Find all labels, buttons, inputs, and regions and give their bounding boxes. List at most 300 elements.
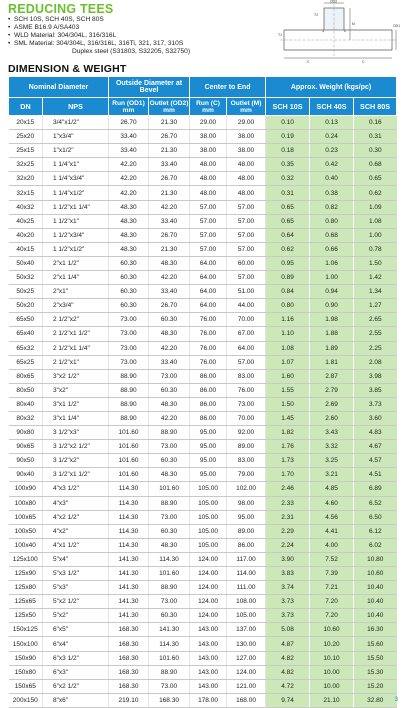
outlet-od-cell: 48.30	[149, 538, 190, 552]
sch-40s-cell: 0.38	[310, 186, 354, 200]
header-center-to-end: Center to End	[190, 77, 266, 98]
run-od-cell: 73.00	[109, 355, 149, 369]
outlet-m-cell: 44.00	[227, 299, 266, 313]
sch-10s-cell: 1.50	[266, 397, 310, 411]
run-c-cell: 143.00	[190, 651, 227, 665]
run-c-cell: 48.00	[190, 158, 227, 172]
outlet-od-cell: 60.30	[149, 609, 190, 623]
table-row	[9, 242, 397, 256]
sch-10s-cell: 1.45	[266, 411, 310, 425]
dn-cell: 65x25	[9, 355, 43, 369]
dn-cell: 150x100	[9, 637, 43, 651]
run-od-cell: 141.30	[109, 552, 149, 566]
outlet-od-cell: 88.90	[149, 426, 190, 440]
outlet-od-cell: 73.00	[149, 369, 190, 383]
sch-40s-cell: 7.39	[310, 567, 354, 581]
nps-cell: 3 1/2"x2"	[43, 454, 109, 468]
nps-cell: 4"x3 1/2"	[43, 482, 109, 496]
run-c-cell: 64.00	[190, 299, 227, 313]
run-c-cell: 105.00	[190, 524, 227, 538]
run-od-cell: 33.40	[109, 130, 149, 144]
sch-40s-cell: 0.80	[310, 214, 354, 228]
sch-80s-cell: 0.16	[354, 116, 397, 130]
outlet-od-cell: 60.30	[149, 454, 190, 468]
table-row	[9, 144, 397, 158]
nps-cell: 4"x3"	[43, 496, 109, 510]
sch-40s-cell: 10.20	[310, 637, 354, 651]
header-outlet-od2: Outlet (OD2) mm	[149, 99, 189, 114]
dn-cell: 80x65	[9, 369, 43, 383]
outlet-m-cell: 108.00	[227, 595, 266, 609]
nps-cell: 1 1/2"x3/4"	[43, 228, 109, 242]
nps-cell: 6"x4"	[43, 637, 109, 651]
sch-40s-cell: 4.60	[310, 496, 354, 510]
outlet-m-cell: 95.00	[227, 510, 266, 524]
run-c-cell: 64.00	[190, 271, 227, 285]
outlet-m-cell: 29.00	[227, 116, 266, 130]
nps-cell: 5"x4"	[43, 552, 109, 566]
outlet-od-cell: 73.00	[149, 679, 190, 693]
outlet-m-cell: 168.00	[227, 693, 266, 707]
table-row	[9, 468, 397, 482]
sch-10s-cell: 2.29	[266, 524, 310, 538]
outlet-od-cell: 101.60	[149, 482, 190, 496]
dn-cell: 40x20	[9, 228, 43, 242]
sch-80s-cell: 6.89	[354, 482, 397, 496]
run-c-cell: 95.00	[190, 426, 227, 440]
sch-10s-cell: 2.33	[266, 496, 310, 510]
run-c-cell: 124.00	[190, 552, 227, 566]
run-od-cell: 219.10	[109, 693, 149, 707]
outlet-od-cell: 26.70	[149, 172, 190, 186]
sch-10s-cell: 3.73	[266, 609, 310, 623]
sch-40s-cell: 0.40	[310, 172, 354, 186]
outlet-od-cell: 33.40	[149, 355, 190, 369]
outlet-od-cell: 48.30	[149, 468, 190, 482]
nps-cell: 1 1/2"x1"	[43, 214, 109, 228]
sch-40s-cell: 1.81	[310, 355, 354, 369]
dn-cell: 100x50	[9, 524, 43, 538]
dn-cell: 90x40	[9, 468, 43, 482]
sch-10s-cell: 3.83	[266, 567, 310, 581]
sch-40s-cell: 2.60	[310, 411, 354, 425]
sch-40s-cell: 1.98	[310, 313, 354, 327]
header-run-od1: Run (OD1) mm	[109, 98, 149, 116]
dn-cell: 32x15	[9, 186, 43, 200]
sch-10s-cell: 4.72	[266, 679, 310, 693]
sch-80s-cell: 4.83	[354, 426, 397, 440]
dn-cell: 150x80	[9, 665, 43, 679]
nps-cell: 2 1/2"x1"	[43, 355, 109, 369]
run-od-cell: 114.30	[109, 538, 149, 552]
run-od-cell: 114.30	[109, 482, 149, 496]
outlet-od-cell: 42.20	[149, 411, 190, 425]
outlet-m-cell: 83.00	[227, 454, 266, 468]
diagram-c-label-right: C	[362, 60, 365, 64]
sch-80s-cell: 15.60	[354, 637, 397, 651]
run-c-cell: 105.00	[190, 510, 227, 524]
outlet-m-cell: 124.00	[227, 665, 266, 679]
run-c-cell: 95.00	[190, 440, 227, 454]
outlet-od-cell: 73.00	[149, 595, 190, 609]
run-od-cell: 141.30	[109, 595, 149, 609]
header-nps: NPS	[43, 98, 109, 116]
outlet-m-cell: 114.00	[227, 567, 266, 581]
sch-80s-cell: 2.25	[354, 341, 397, 355]
table-row	[9, 482, 397, 496]
outlet-m-cell: 76.00	[227, 383, 266, 397]
nps-cell: 6"x3 1/2"	[43, 651, 109, 665]
sch-40s-cell: 4.56	[310, 510, 354, 524]
sch-10s-cell: 0.31	[266, 186, 310, 200]
outlet-m-cell: 51.00	[227, 285, 266, 299]
sch-10s-cell: 2.31	[266, 510, 310, 524]
outlet-od-cell: 42.20	[149, 271, 190, 285]
nps-cell: 6"x3"	[43, 665, 109, 679]
nps-cell: 2 1/2"x1 1/4"	[43, 341, 109, 355]
outlet-m-cell: 121.00	[227, 679, 266, 693]
sch-10s-cell: 4.82	[266, 651, 310, 665]
sch-40s-cell: 1.88	[310, 327, 354, 341]
sch-10s-cell: 3.90	[266, 552, 310, 566]
nps-cell: 1 1/4"x1"	[43, 158, 109, 172]
sch-80s-cell: 10.40	[354, 609, 397, 623]
dn-cell: 65x40	[9, 327, 43, 341]
nps-cell: 4"x2 1/2"	[43, 510, 109, 524]
run-c-cell: 86.00	[190, 369, 227, 383]
sch-40s-cell: 0.82	[310, 200, 354, 214]
sch-10s-cell: 0.64	[266, 228, 310, 242]
spec-item-continued: Duplex steel (S31803, S32205, S32750)	[72, 48, 191, 56]
dn-cell: 150x125	[9, 623, 43, 637]
table-row	[9, 524, 397, 538]
run-od-cell: 168.30	[109, 665, 149, 679]
run-c-cell: 76.00	[190, 313, 227, 327]
run-od-cell: 168.30	[109, 651, 149, 665]
sch-40s-cell: 7.20	[310, 609, 354, 623]
run-od-cell: 42.20	[109, 186, 149, 200]
sch-80s-cell: 1.50	[354, 256, 397, 270]
outlet-m-cell: 64.00	[227, 341, 266, 355]
dn-cell: 150x90	[9, 651, 43, 665]
diagram-od2-label: OD2	[330, 0, 337, 4]
run-od-cell: 73.00	[109, 313, 149, 327]
sch-80s-cell: 0.30	[354, 144, 397, 158]
sch-40s-cell: 2.69	[310, 397, 354, 411]
nps-cell: 3"x2"	[43, 383, 109, 397]
spec-list	[8, 16, 298, 56]
outlet-m-cell: 57.00	[227, 200, 266, 214]
sch-80s-cell: 2.08	[354, 355, 397, 369]
table-row	[9, 130, 397, 144]
outlet-od-cell: 48.30	[149, 256, 190, 270]
sch-10s-cell: 0.62	[266, 242, 310, 256]
nps-cell: 5"x3"	[43, 581, 109, 595]
sch-10s-cell: 1.73	[266, 454, 310, 468]
run-c-cell: 57.00	[190, 214, 227, 228]
run-od-cell: 60.30	[109, 256, 149, 270]
dn-cell: 80x40	[9, 397, 43, 411]
run-od-cell: 60.30	[109, 285, 149, 299]
outlet-m-cell: 92.00	[227, 426, 266, 440]
sch-40s-cell: 7.52	[310, 552, 354, 566]
run-c-cell: 57.00	[190, 200, 227, 214]
outlet-od-cell: 48.30	[149, 327, 190, 341]
outlet-m-cell: 70.00	[227, 313, 266, 327]
table-row	[9, 665, 397, 679]
dn-cell: 50x40	[9, 256, 43, 270]
sch-80s-cell: 0.78	[354, 242, 397, 256]
table-row	[9, 552, 397, 566]
sch-80s-cell: 1.27	[354, 299, 397, 313]
outlet-od-cell: 33.40	[149, 158, 190, 172]
sch-10s-cell: 2.46	[266, 482, 310, 496]
table-row	[9, 637, 397, 651]
nps-cell: 4"x2"	[43, 524, 109, 538]
sch-80s-cell: 10.40	[354, 581, 397, 595]
sch-80s-cell: 1.00	[354, 228, 397, 242]
outlet-od-cell: 21.30	[149, 116, 190, 130]
sch-80s-cell: 1.08	[354, 214, 397, 228]
nps-cell: 3 1/2"x3"	[43, 426, 109, 440]
nps-cell: 1"x1/2"	[43, 144, 109, 158]
table-row	[9, 397, 397, 411]
header-outside-diameter: Outside Diameter at Bevel	[109, 77, 190, 98]
nps-cell: 5"x2 1/2"	[43, 595, 109, 609]
nps-cell: 3/4"x1/2"	[43, 116, 109, 130]
sch-40s-cell: 7.20	[310, 595, 354, 609]
dn-cell: 25x15	[9, 144, 43, 158]
sch-10s-cell: 0.84	[266, 285, 310, 299]
run-od-cell: 101.60	[109, 454, 149, 468]
outlet-m-cell: 102.00	[227, 482, 266, 496]
sch-40s-cell: 10.10	[310, 651, 354, 665]
nps-cell: 1 1/4"x3/4"	[43, 172, 109, 186]
sch-80s-cell: 0.65	[354, 172, 397, 186]
sch-80s-cell: 1.42	[354, 271, 397, 285]
table-row	[9, 383, 397, 397]
outlet-od-cell: 26.70	[149, 299, 190, 313]
dn-cell: 100x65	[9, 510, 43, 524]
sch-40s-cell: 10.00	[310, 679, 354, 693]
table-row	[9, 172, 397, 186]
dn-cell: 40x25	[9, 214, 43, 228]
sch-80s-cell: 32.80	[354, 693, 397, 707]
dn-cell: 65x50	[9, 313, 43, 327]
nps-cell: 1 1/2"x1/2"	[43, 242, 109, 256]
run-c-cell: 143.00	[190, 665, 227, 679]
nps-cell: 5"x2"	[43, 609, 109, 623]
header-sch-80s: SCH 80S	[354, 98, 397, 116]
outlet-m-cell: 83.00	[227, 369, 266, 383]
sch-80s-cell: 3.98	[354, 369, 397, 383]
sch-10s-cell: 1.16	[266, 313, 310, 327]
table-row	[9, 186, 397, 200]
dn-cell: 80x32	[9, 411, 43, 425]
table-row	[9, 538, 397, 552]
sch-80s-cell: 1.09	[354, 200, 397, 214]
dimension-weight-table	[8, 76, 397, 708]
outlet-od-cell: 114.30	[149, 552, 190, 566]
sch-10s-cell: 1.08	[266, 341, 310, 355]
outlet-m-cell: 127.00	[227, 651, 266, 665]
run-od-cell: 26.70	[109, 116, 149, 130]
table-row	[9, 327, 397, 341]
sch-80s-cell: 15.30	[354, 665, 397, 679]
dn-cell: 150x65	[9, 679, 43, 693]
nps-cell: 6"x2 1/2"	[43, 679, 109, 693]
sch-10s-cell: 5.08	[266, 623, 310, 637]
header-dn: DN	[9, 98, 43, 116]
outlet-m-cell: 67.00	[227, 327, 266, 341]
outlet-m-cell: 38.00	[227, 130, 266, 144]
outlet-od-cell: 26.70	[149, 130, 190, 144]
dn-cell: 125x90	[9, 567, 43, 581]
nps-cell: 1 1/2"x1 1/4"	[43, 200, 109, 214]
nps-cell: 2"x1 1/4"	[43, 271, 109, 285]
outlet-od-cell: 42.20	[149, 200, 190, 214]
run-c-cell: 143.00	[190, 637, 227, 651]
run-od-cell: 141.30	[109, 609, 149, 623]
run-od-cell: 73.00	[109, 327, 149, 341]
table-row	[9, 510, 397, 524]
page-title: REDUCING TEES	[8, 2, 114, 16]
sch-10s-cell: 0.10	[266, 116, 310, 130]
run-od-cell: 48.30	[109, 228, 149, 242]
sch-40s-cell: 10.60	[310, 623, 354, 637]
sch-40s-cell: 21.10	[310, 693, 354, 707]
nps-cell: 3"x1 1/2"	[43, 397, 109, 411]
sch-10s-cell: 1.60	[266, 369, 310, 383]
table-row	[9, 369, 397, 383]
run-od-cell: 114.30	[109, 496, 149, 510]
run-od-cell: 101.60	[109, 468, 149, 482]
outlet-od-cell: 60.30	[149, 524, 190, 538]
dn-cell: 32x25	[9, 158, 43, 172]
nps-cell: 2 1/2"x1 1/2"	[43, 327, 109, 341]
sch-10s-cell: 0.18	[266, 144, 310, 158]
sch-40s-cell: 0.94	[310, 285, 354, 299]
run-od-cell: 60.30	[109, 271, 149, 285]
table-row	[9, 454, 397, 468]
sch-80s-cell: 15.50	[354, 651, 397, 665]
table-row	[9, 214, 397, 228]
sch-10s-cell: 0.95	[266, 256, 310, 270]
run-c-cell: 124.00	[190, 595, 227, 609]
sch-10s-cell: 0.19	[266, 130, 310, 144]
table-row	[9, 355, 397, 369]
dn-cell: 50x25	[9, 285, 43, 299]
dn-cell: 125x80	[9, 581, 43, 595]
sch-40s-cell: 3.43	[310, 426, 354, 440]
sch-80s-cell: 6.52	[354, 496, 397, 510]
outlet-m-cell: 73.00	[227, 397, 266, 411]
nps-cell: 3"x1 1/4"	[43, 411, 109, 425]
run-c-cell: 143.00	[190, 623, 227, 637]
table-row	[9, 271, 397, 285]
run-c-cell: 76.00	[190, 327, 227, 341]
outlet-m-cell: 70.00	[227, 411, 266, 425]
outlet-od-cell: 48.30	[149, 397, 190, 411]
run-c-cell: 48.00	[190, 172, 227, 186]
header-approx-weight: Approx. Weight (kgs/pc)	[266, 77, 397, 98]
outlet-m-cell: 57.00	[227, 214, 266, 228]
run-c-cell: 38.00	[190, 144, 227, 158]
run-od-cell: 42.20	[109, 172, 149, 186]
dn-cell: 100x80	[9, 496, 43, 510]
outlet-od-cell: 42.20	[149, 341, 190, 355]
run-od-cell: 88.90	[109, 369, 149, 383]
dn-cell: 90x50	[9, 454, 43, 468]
run-od-cell: 88.90	[109, 383, 149, 397]
run-c-cell: 76.00	[190, 341, 227, 355]
outlet-m-cell: 86.00	[227, 538, 266, 552]
run-c-cell: 64.00	[190, 285, 227, 299]
sch-10s-cell: 1.07	[266, 355, 310, 369]
table-row	[9, 158, 397, 172]
outlet-m-cell: 48.00	[227, 172, 266, 186]
nps-cell: 5"x3 1/2"	[43, 567, 109, 581]
nps-cell: 2"x1 1/2"	[43, 256, 109, 270]
outlet-od-cell: 101.60	[149, 567, 190, 581]
table-row	[9, 200, 397, 214]
diagram-t2-label: T2	[314, 13, 318, 17]
sch-40s-cell: 3.32	[310, 440, 354, 454]
sch-40s-cell: 1.06	[310, 256, 354, 270]
outlet-m-cell: 57.00	[227, 242, 266, 256]
sch-40s-cell: 0.66	[310, 242, 354, 256]
sch-10s-cell: 1.76	[266, 440, 310, 454]
header-sch-40s: SCH 40S	[310, 98, 354, 116]
nps-cell: 2"x1"	[43, 285, 109, 299]
run-od-cell: 88.90	[109, 411, 149, 425]
run-od-cell: 60.30	[109, 299, 149, 313]
dn-cell: 90x65	[9, 440, 43, 454]
dn-cell: 32x20	[9, 172, 43, 186]
table-row	[9, 426, 397, 440]
table-row	[9, 411, 397, 425]
sch-10s-cell: 0.89	[266, 271, 310, 285]
sch-80s-cell: 6.12	[354, 524, 397, 538]
sch-10s-cell: 0.32	[266, 172, 310, 186]
run-od-cell: 33.40	[109, 144, 149, 158]
run-od-cell: 101.60	[109, 426, 149, 440]
sch-80s-cell: 3.73	[354, 397, 397, 411]
run-od-cell: 141.30	[109, 567, 149, 581]
outlet-od-cell: 60.30	[149, 383, 190, 397]
table-row	[9, 299, 397, 313]
nps-cell: 3"x2 1/2"	[43, 369, 109, 383]
sch-10s-cell: 4.82	[266, 665, 310, 679]
dn-cell: 20x15	[9, 116, 43, 130]
sch-40s-cell: 1.00	[310, 271, 354, 285]
table-row	[9, 595, 397, 609]
run-od-cell: 48.30	[109, 214, 149, 228]
diagram-c-label-left: C	[307, 60, 310, 64]
header-run-c: Run (C) mm	[190, 98, 227, 116]
sch-40s-cell: 3.21	[310, 468, 354, 482]
sch-40s-cell: 0.24	[310, 130, 354, 144]
outlet-m-cell: 130.00	[227, 637, 266, 651]
outlet-m-cell: 57.00	[227, 355, 266, 369]
spec-item: • ASME B16.9 A/SA403	[8, 24, 298, 32]
run-c-cell: 105.00	[190, 482, 227, 496]
run-c-cell: 48.00	[190, 186, 227, 200]
outlet-m-cell: 98.00	[227, 496, 266, 510]
table-row	[9, 623, 397, 637]
dn-cell: 200x150	[9, 693, 43, 707]
sch-80s-cell: 10.40	[354, 595, 397, 609]
